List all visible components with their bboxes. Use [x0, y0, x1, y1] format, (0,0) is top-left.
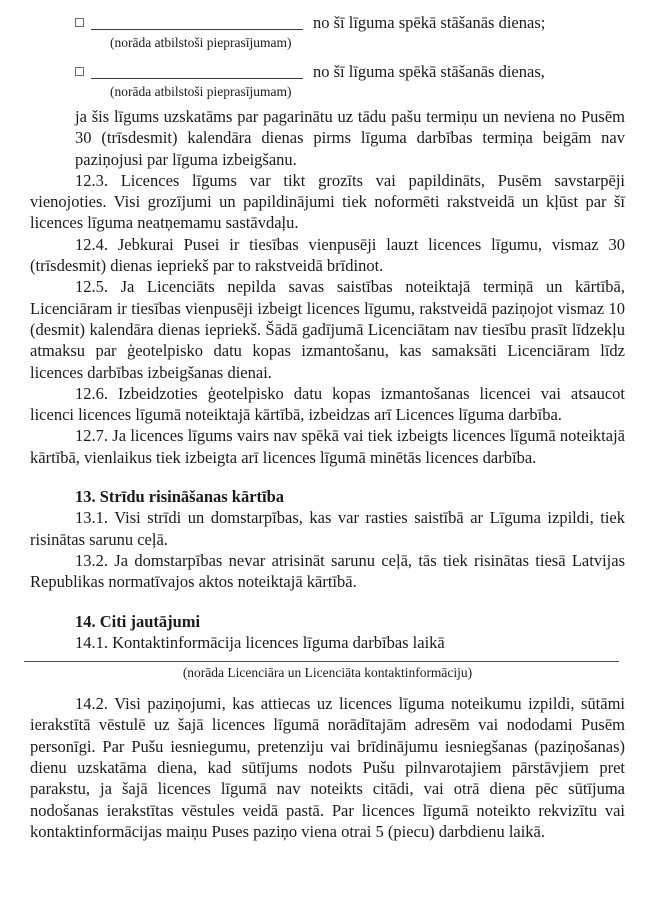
clause-12-6: 12.6. Izbeidzoties ģeotelpisko datu kopas izmantošanas licencei vai atsaucot licenci licences līgumā noteiktajā kārtībā, izbeidzas arī Licences līguma darbība.: [30, 383, 625, 425]
contact-fill-in-line[interactable]: [24, 661, 619, 662]
clause-14-1: 14.1. Kontaktinformācija licences līguma darbības laikā: [75, 632, 445, 652]
fill-line-caption: (norāda Licenciāra un Licenciāta kontaktinformāciju): [182, 665, 473, 681]
fill-in-blank[interactable]: [91, 65, 303, 79]
clause-12-3: 12.3. Licences līgums var tikt grozīts vai papildināts, Pusēm savstarpēji vienojoties. Visi grozījumi un papildinājumi tiek noformēti rakstveidā un kļūst par šī licences līguma neatņemamu sastāvdaļu.: [30, 170, 625, 233]
section-14-heading: 14. Citi jautājumi: [75, 611, 201, 631]
clause-12-4: 12.4. Jebkurai Pusei ir tiesības vienpusēji lauzt licences līgumu, vismaz 30 (trīsdesmit) dienas iepriekš par to rakstveidā brīdinot.: [30, 234, 625, 276]
option-row-2: [75, 61, 625, 83]
clause-13-1: 13.1. Visi strīdi un domstarpības, kas var rasties saistībā ar Līguma izpildi, tiek risinātas sarunu ceļā.: [30, 508, 625, 549]
clause-continuation: ja šis līgums uzskatāms par pagarinātu uz tādu pašu termiņu un neviena no Pusēm 30 (trīsdesmit) kalendāra dienas pirms līguma darbības termiņa beigām nav paziņojusi par līguma izbeigšanu.: [75, 107, 625, 169]
clause-14-2: 14.2. Visi paziņojumi, kas attiecas uz licences līguma noteikumu izpildi, sūtāmi ierakstītā vēstulē uz šajā licences līgumā norādītajām adresēm vai nododami Pusēm personīgi. Par Pušu iesniegumu, pretenziju vai brīdinājumu iesniegšanas (paziņošanas) dienu uzskatāma diena, kad sūtījums nodots Pušu pilnvarotajiem pārstāvjiem pret parakstu, ja šajā licences līgumā nav noteikts citādi, vai otrā diena pēc sūtījuma nodošanas ierakstītas vēstules veidā pastā. Par licences līgumā noteikto rekvizītu vai kontaktinformācijas maiņu Puses paziņo viena otrai 5 (piecu) darbdienu laikā.: [30, 694, 625, 841]
fill-in-blank[interactable]: [91, 16, 303, 30]
clause-12-7: 12.7. Ja licences līgums vairs nav spēkā vai tiek izbeigts licences līgumā noteiktajā kārtībā, vienlaikus tiek izbeigta arī licences līgumā minētās licences darbība.: [30, 426, 625, 467]
checkbox[interactable]: [75, 18, 84, 27]
option-row-1: [75, 12, 625, 34]
blank-caption: (norāda atbilstoši pieprasījumam): [110, 84, 292, 99]
blank-caption: (norāda atbilstoši pieprasījumam): [110, 35, 292, 50]
section-13-heading: 13. Strīdu risināšanas kārtība: [75, 487, 285, 507]
option-suffix-text: no šī līguma spēkā stāšanās dienas,: [313, 62, 545, 81]
clause-12-5: 12.5. Ja Licenciāts nepilda savas saistības noteiktajā termiņā un kārtībā, Licenciāram ir tiesības vienpusēji izbeigt licences līgumu, rakstveidā paziņojot vismaz 10 (desmit) kalendāra dienas iepriekš. Šādā gadījumā Licenciātam nav tiesību prasīt līdzekļu atmaksu par ģeotelpisko datu kopas izmantošanu, kas samaksāti Licenciāram līdz licences darbības izbeigšanas dienai.: [30, 277, 625, 382]
checkbox[interactable]: [75, 67, 84, 76]
clause-13-2: 13.2. Ja domstarpības nevar atrisināt sarunu ceļā, tās tiek risinātas tiesā Latvijas Republikas normatīvajos aktos noteiktajā kārtībā.: [30, 550, 625, 592]
option-suffix-text: no šī līguma spēkā stāšanās dienas;: [313, 13, 546, 32]
